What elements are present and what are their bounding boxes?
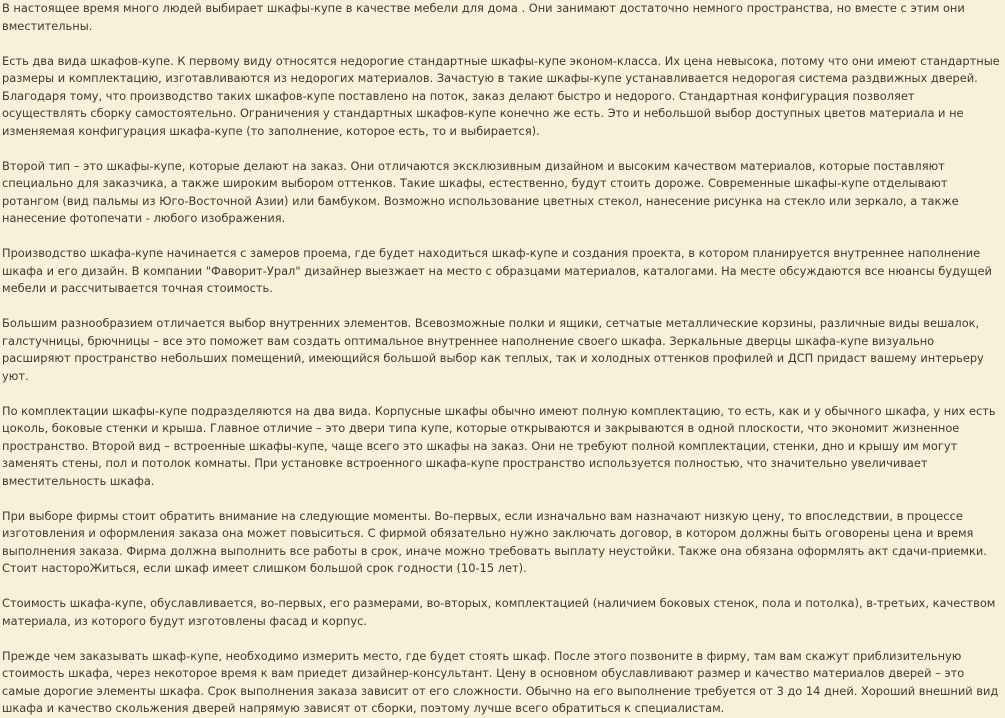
paragraph-interior-elements: Большим разнообразием отличается выбор внутренних элементов. Всевозможные полки и ящики, сетчатые металлические корзины, различные виды вешалок, галстучницы, брючницы – все это поможет вам создать оптимальное внутреннее наполнение своего шкафа. Зеркальные дверцы шкафа-купе визуально расширяют пространство небольших помещений, имеющийся большой выбор как теплых, так и холодных оттенков профилей и ДСП придаст вашему интерьеру уют.: [2, 316, 984, 383]
paragraph-ordering: Прежде чем заказывать шкаф-купе, необходимо измерить место, где будет стоять шкаф. После этого позвоните в фирму, там вам скажут приблизительную стоимость шкафа, через некоторое время к вам приедет дизайнер-консультант. Цену в основном обуславливают размер и качество материалов дверей – это самые дорогие элементы шкафа. Срок выполнения заказа зависит от его сложности. Обычно на его выполнение требуется от 3 до 14 дней. Хороший внешний вид шкафа и качество скольжения дверей напрямую зависят от сборки, поэтому лучше всего обратиться к специалистам.: [2, 648, 999, 715]
paragraph-intro: В настоящее время много людей выбирает шкафы-купе в качестве мебели для дома . Они занимают достаточно немного пространства, но вместе с этим они вместительны.: [2, 1, 965, 33]
paragraph-cost: Стоимость шкафа-купе, обуславливается, во-первых, его размерами, во-вторых, комплектацией (наличием боковых стенок, пола и потолка), в-третьих, качеством материала, из которого будут изготовлены фасад и корпус.: [2, 596, 996, 628]
paragraph-production: Производство шкафа-купе начинается с замеров проема, где будет находиться шкаф-купе и создания проекта, в котором планируется внутреннее наполнение шкафа и его дизайн. В компании "Фаворит-Урал" дизайнер выезжает на место с образцами материалов, каталогами. На месте обсуждаются все нюансы будущей мебели и рассчитывается точная стоимость.: [2, 246, 992, 295]
paragraph-economy-class: Есть два вида шкафов-купе. К первому виду относятся недорогие стандартные шкафы-купе эконом-класса. Их цена невысока, потому что они имеют стандартные размеры и комплектацию, изготавливаются из недорогих материалов. Зачастую в такие шкафы-купе устанавливается недорогая система раздвижных дверей. Благодаря тому, что производство таких шкафов-купе поставлено на поток, заказ делают быстро и недорого. Стандартная конфигурация позволяет осуществлять сборку самостоятельно. Ограничения у стандартных шкафов-купе конечно же есть. Это и небольшой выбор доступных цветов материала и не изменяемая конфигурация шкафа-купе (то заполнение, которое есть, то и выбирается).: [2, 53, 1000, 138]
paragraph-configuration-types: По комплектации шкафы-купе подразделяются на два вида. Корпусные шкафы обычно имеют полную комплектацию, то есть, как и у обычного шкафа, у них есть цоколь, боковые стенки и крыша. Главное отличие – это двери типа купе, которые открываются и закрываются в одной плоскости, что экономит жизненное пространство. Второй вид – встроенные шкафы-купе, чаще всего это шкафы на заказ. Они не требуют полной комплектации, стенки, дно и крышу им могут заменять стены, пол и потолок комнаты. При установке встроенного шкафа-купе пространство используется полностью, что значительно увеличивает вместительность шкафа.: [2, 403, 996, 488]
paragraph-choosing-firm: При выборе фирмы стоит обратить внимание на следующие моменты. Во-первых, если изначально вам назначают низкую цену, то впоследствии, в процессе изготовления и оформления заказа она может повыситься. С фирмой обязательно нужно заключать договор, в котором должны быть оговорены цена и время выполнения заказа. Фирма должна выполнить все работы в срок, иначе можно требовать выплату неустойки. Также она обязана оформлять акт сдачи-приемки. Стоит настороЖиться, если шкаф имеет слишком большой срок годности (10-15 лет).: [2, 508, 987, 575]
paragraph-custom-made: Второй тип – это шкафы-купе, которые делают на заказ. Они отличаются эксклюзивным дизайном и высоким качеством материалов, которые поставляют специально для заказчика, а также широким выбором оттенков. Такие шкафы, естественно, будут стоить дороже. Современные шкафы-купе отделывают ротангом (вид пальмы из Юго-Восточной Азии) или бамбуком. Возможно использование цветных стекол, нанесение рисунка на стекло или зеркало, а также нанесение фотопечати - любого изображения.: [2, 158, 959, 225]
